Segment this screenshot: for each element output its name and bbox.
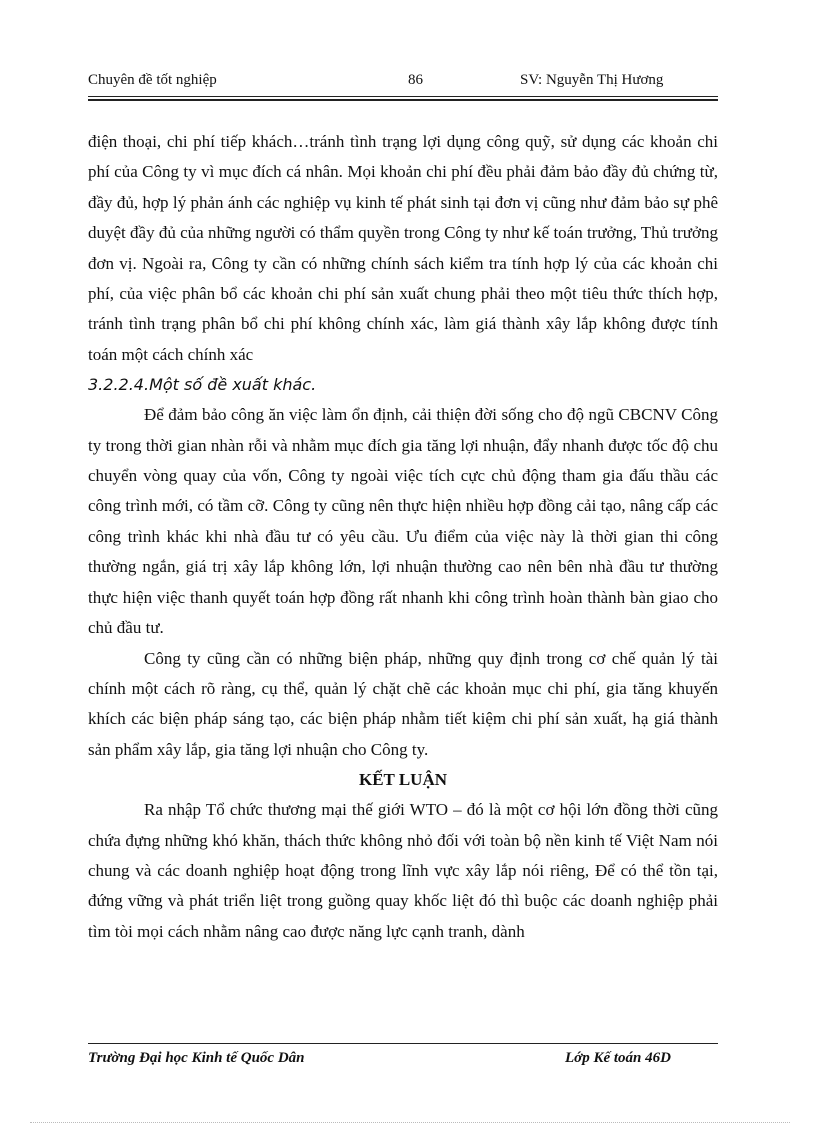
section-subheading: 3.2.2.4.Một số đề xuất khác. [88, 375, 317, 395]
footer-class: Lớp Kế toán 46D [565, 1050, 671, 1066]
conclusion-heading: KẾT LUẬN [358, 770, 447, 790]
header-document-type: Chuyên đề tốt nghiệp [88, 72, 217, 88]
body-paragraph: Công ty cũng cần có những biện pháp, những quy định trong cơ chế quản lý tài chính một cách rõ ràng, cụ thể, quản lý chặt chẽ các khoản mục chi phí, gia tăng khuyến khích các biện pháp sáng tạo, các biện pháp nhằm tiết kiệm chi phí sản xuất, hạ giá thành sản phẩm xây lắp, gia tăng lợi nhuận cho Công ty. [88, 648, 718, 759]
footer-university: Trường Đại học Kinh tế Quốc Dân [88, 1050, 305, 1066]
body-paragraph: điện thoại, chi phí tiếp khách…tránh tình trạng lợi dụng công quỹ, sử dụng các khoản chi phí của Công ty vì mục đích cá nhân. Mọi khoản chi phí đều phải đảm bảo đầy đủ chứng từ, đầy đủ, hợp lý phản ánh các nghiệp vụ kinh tế phát sinh tại đơn vị cũng như đảm bảo sự phê duyệt đầy đủ của những người có thẩm quyền trong Công ty như kế toán trưởng, Thủ trưởng đơn vị. Ngoài ra, Công ty cần có những chính sách kiểm tra tính hợp lý của các khoản chi phí, của việc phân bổ các khoản chi phí sản xuất chung phải theo một tiêu thức thích hợp, tránh tình trạng phân bổ chi phí không chính xác, làm giá thành xây lắp không được tính toán một cách chính xác [88, 132, 718, 364]
body-paragraph: Để đảm bảo công ăn việc làm ổn định, cải thiện đời sống cho độ ngũ CBCNV Công ty trong thời gian nhàn rỗi và nhằm mục đích gia tăng lợi nhuận, đẩy nhanh được tốc độ chu chuyển vòng quay của vốn, Công ty ngoài việc tích cực chủ động tham gia đấu thầu các công trình mới, có tầm cỡ. Công ty cũng nên thực hiện nhiều hợp đồng cải tạo, nâng cấp các công trình khác khi nhà đầu tư có yêu cầu. Ưu điểm của việc này là thời gian thi công thường ngắn, giá trị xây lắp không lớn, lợi nhuận thường cao nên bên nhà đầu tư thường thực hiện việc thanh quyết toán hợp đồng rất nhanh khi công trình hoàn thành bàn giao cho chủ đầu tư. [88, 405, 718, 638]
header-student-name: SV: Nguyễn Thị Hương [520, 72, 664, 88]
header-rule-thin [88, 96, 718, 97]
header-page-number: 86 [408, 72, 423, 88]
page-header [88, 72, 718, 96]
page-content [88, 127, 718, 947]
page-footer [88, 1050, 718, 1072]
body-paragraph: Ra nhập Tổ chức thương mại thế giới WTO – đó là một cơ hội lớn đồng thời cũng chứa đựng những khó khăn, thách thức không nhỏ đối với toàn bộ nền kinh tế Việt Nam nói chung và các doanh nghiệp hoạt động trong lĩnh vực xây lắp nói riêng, Để có thể tồn tại, đứng vững và phát triển liệt trong guồng quay khốc liệt đó thì buộc các doanh nghiệp phải tìm tòi mọi cách nhằm nâng cao được năng lực cạnh tranh, dành [88, 800, 718, 941]
header-rule-thick [88, 99, 718, 101]
footer-rule [88, 1043, 718, 1044]
